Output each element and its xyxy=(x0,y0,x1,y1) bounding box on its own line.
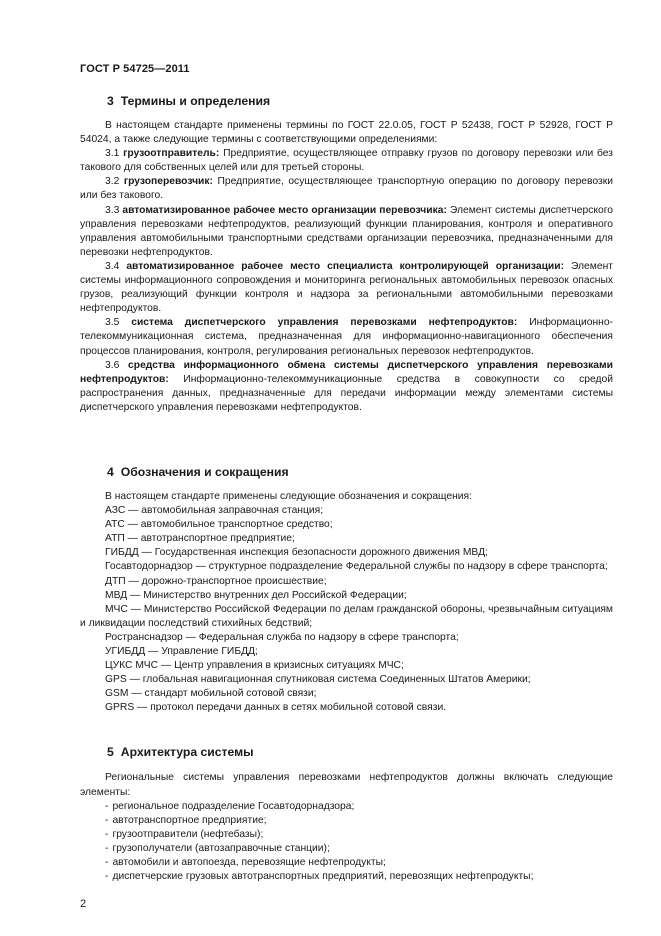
elements-list xyxy=(80,800,613,885)
abbreviation-item: GSM — стандарт мобильной сотовой связи; xyxy=(105,688,317,700)
section-5-intro: Региональные системы управления перевозками нефтепродуктов должны включать следующие элементы: xyxy=(80,772,613,798)
term-definition xyxy=(80,175,613,203)
term-number: 3.3 xyxy=(105,204,120,216)
abbreviation-item: ГИБДД — Государственная инспекция безопасности дорожного движения МВД; xyxy=(105,547,488,559)
bullet-dash: - xyxy=(105,828,109,840)
bullet-dash: - xyxy=(105,814,109,826)
bullet-dash: - xyxy=(105,842,109,854)
term-text: Предприятие, осуществляющее отправку грузов по договору перевозки или без такового для собственных целей или для третьей стороны. xyxy=(80,148,613,174)
abbreviation-item: GPRS — протокол передачи данных в сетях мобильной сотовой связи. xyxy=(105,702,447,714)
abbreviation-item: ЦУКС МЧС — Центр управления в кризисных ситуациях МЧС; xyxy=(105,660,404,672)
list-item xyxy=(80,828,613,842)
bullet-dash: - xyxy=(105,800,109,812)
term-name: автоматизированное рабочее место специалиста контролирующей организации: xyxy=(126,260,564,272)
section-number: 5 xyxy=(107,745,114,760)
section-title: Термины и определения xyxy=(120,94,271,108)
term-name: система диспетчерского управления перевозками нефтепродуктов: xyxy=(131,317,518,329)
list-item-text: региональное подразделение Госавтодорнадзора; xyxy=(112,800,355,812)
abbreviation-item: МВД — Министерство внутренних дел Российской Федерации; xyxy=(105,589,407,601)
term-definition xyxy=(80,359,613,415)
list-item xyxy=(80,856,613,870)
list-item xyxy=(80,800,613,814)
section-5-heading xyxy=(80,745,613,759)
abbreviations-list xyxy=(80,504,613,715)
section-number: 3 xyxy=(107,94,114,108)
list-item-text: грузоотправители (нефтебазы); xyxy=(112,828,264,840)
bullet-dash: - xyxy=(105,871,109,883)
section-3-heading xyxy=(80,94,613,108)
abbreviation-item: АТС — автомобильное транспортное средство; xyxy=(105,519,333,531)
term-text: Элемент системы информационного сопровождения и мониторинга региональных автомобильных перевозок опасных грузов, реализующий функции контроля и надзора за региональными автомобильными перевозками нефтепродуктов. xyxy=(80,260,613,315)
list-item xyxy=(80,870,613,884)
term-definition xyxy=(80,147,613,175)
term-name: автоматизированное рабочее место организации перевозчика: xyxy=(122,204,447,216)
page-content xyxy=(80,94,613,884)
terms-list xyxy=(80,147,613,415)
term-name: средства информационного обмена системы диспетчерского управления перевозками нефтепродуктов: xyxy=(80,359,613,385)
abbreviation-item: АТП — автотранспортное предприятие; xyxy=(105,533,295,545)
term-definition xyxy=(80,316,613,358)
term-text: Информационно-телекоммуникационные средства в совокупности со средой распространения данных, предназначенные для передачи информации между элементами системы диспетчерского управления перевозками нефтепродуктов. xyxy=(80,373,613,413)
list-item xyxy=(80,842,613,856)
term-text: Предприятие, осуществляющее транспортную операцию по договору перевозки или без такового. xyxy=(80,176,613,202)
section-4-intro: В настоящем стандарте применены следующие обозначения и сокращения: xyxy=(105,490,472,502)
abbreviation-item: GPS — глобальная навигационная спутниковая система Соединенных Штатов Америки; xyxy=(105,674,531,686)
abbreviation-item: УГИБДД — Управление ГИБДД; xyxy=(105,646,258,657)
abbreviation-item: АЗС — автомобильная заправочная станция; xyxy=(105,505,324,517)
term-number: 3.6 xyxy=(105,359,120,371)
section-title: Архитектура системы xyxy=(120,745,254,760)
term-number: 3.4 xyxy=(105,260,120,272)
list-item-text: грузополучатели (автозаправочные станции); xyxy=(112,842,330,854)
page-number: 2 xyxy=(80,898,87,910)
list-item-text: автомобили и автопоезда, перевозящие нефтепродукты; xyxy=(112,857,386,869)
term-number: 3.2 xyxy=(105,176,120,188)
term-number: 3.1 xyxy=(105,148,120,160)
abbreviation-item: Госавтодорнадзор — структурное подразделение Федеральной службы по надзору в сфере транспорта; xyxy=(105,561,608,573)
section-4-heading xyxy=(80,465,613,479)
term-text: Элемент системы диспетчерского управления перевозками нефтепродуктов, реализующий функции планирования, контроля и оперативного управления автомобильными транспортными средствами организации перевозчика, предназначенными для перевозки нефтепродуктов. xyxy=(80,204,613,258)
term-definition xyxy=(80,260,613,316)
list-item xyxy=(80,814,613,828)
abbreviation-item: ДТП — дорожно-транспортное происшествие; xyxy=(105,575,327,587)
list-item-text: диспетчерские грузовых автотранспортных предприятий, перевозящих нефтепродукты; xyxy=(112,871,534,883)
section-3-intro: В настоящем стандарте применены термины по ГОСТ 22.0.05, ГОСТ Р 52438, ГОСТ Р 52928, ГОСТ Р 54024, а также следующие термины с соответствующими определениями: xyxy=(80,120,613,146)
term-name: грузоперевозчик: xyxy=(123,176,213,188)
term-number: 3.5 xyxy=(105,317,120,329)
section-number: 4 xyxy=(107,464,114,479)
abbreviation-item: МЧС — Министерство Российской Федерации по делам гражданской обороны, чрезвычайным ситуациям и ликвидации последствий стихийных бедствий; xyxy=(80,603,613,629)
term-definition xyxy=(80,204,613,260)
document-header: ГОСТ Р 54725—2011 xyxy=(80,63,190,75)
bullet-dash: - xyxy=(105,857,109,869)
list-item-text: автотранспортное предприятие; xyxy=(112,814,267,826)
term-name: грузоотправитель: xyxy=(123,148,220,160)
term-text: Информационно-телекоммуникационная система, предназначенная для информационно-навигационного обеспечения процессов планирования, контроля, регулирования региональных перевозок нефтепродуктов. xyxy=(80,317,613,357)
section-title: Обозначения и сокращения xyxy=(120,464,289,479)
abbreviation-item: Ространснадзор — Федеральная служба по надзору в сфере транспорта; xyxy=(105,631,459,643)
